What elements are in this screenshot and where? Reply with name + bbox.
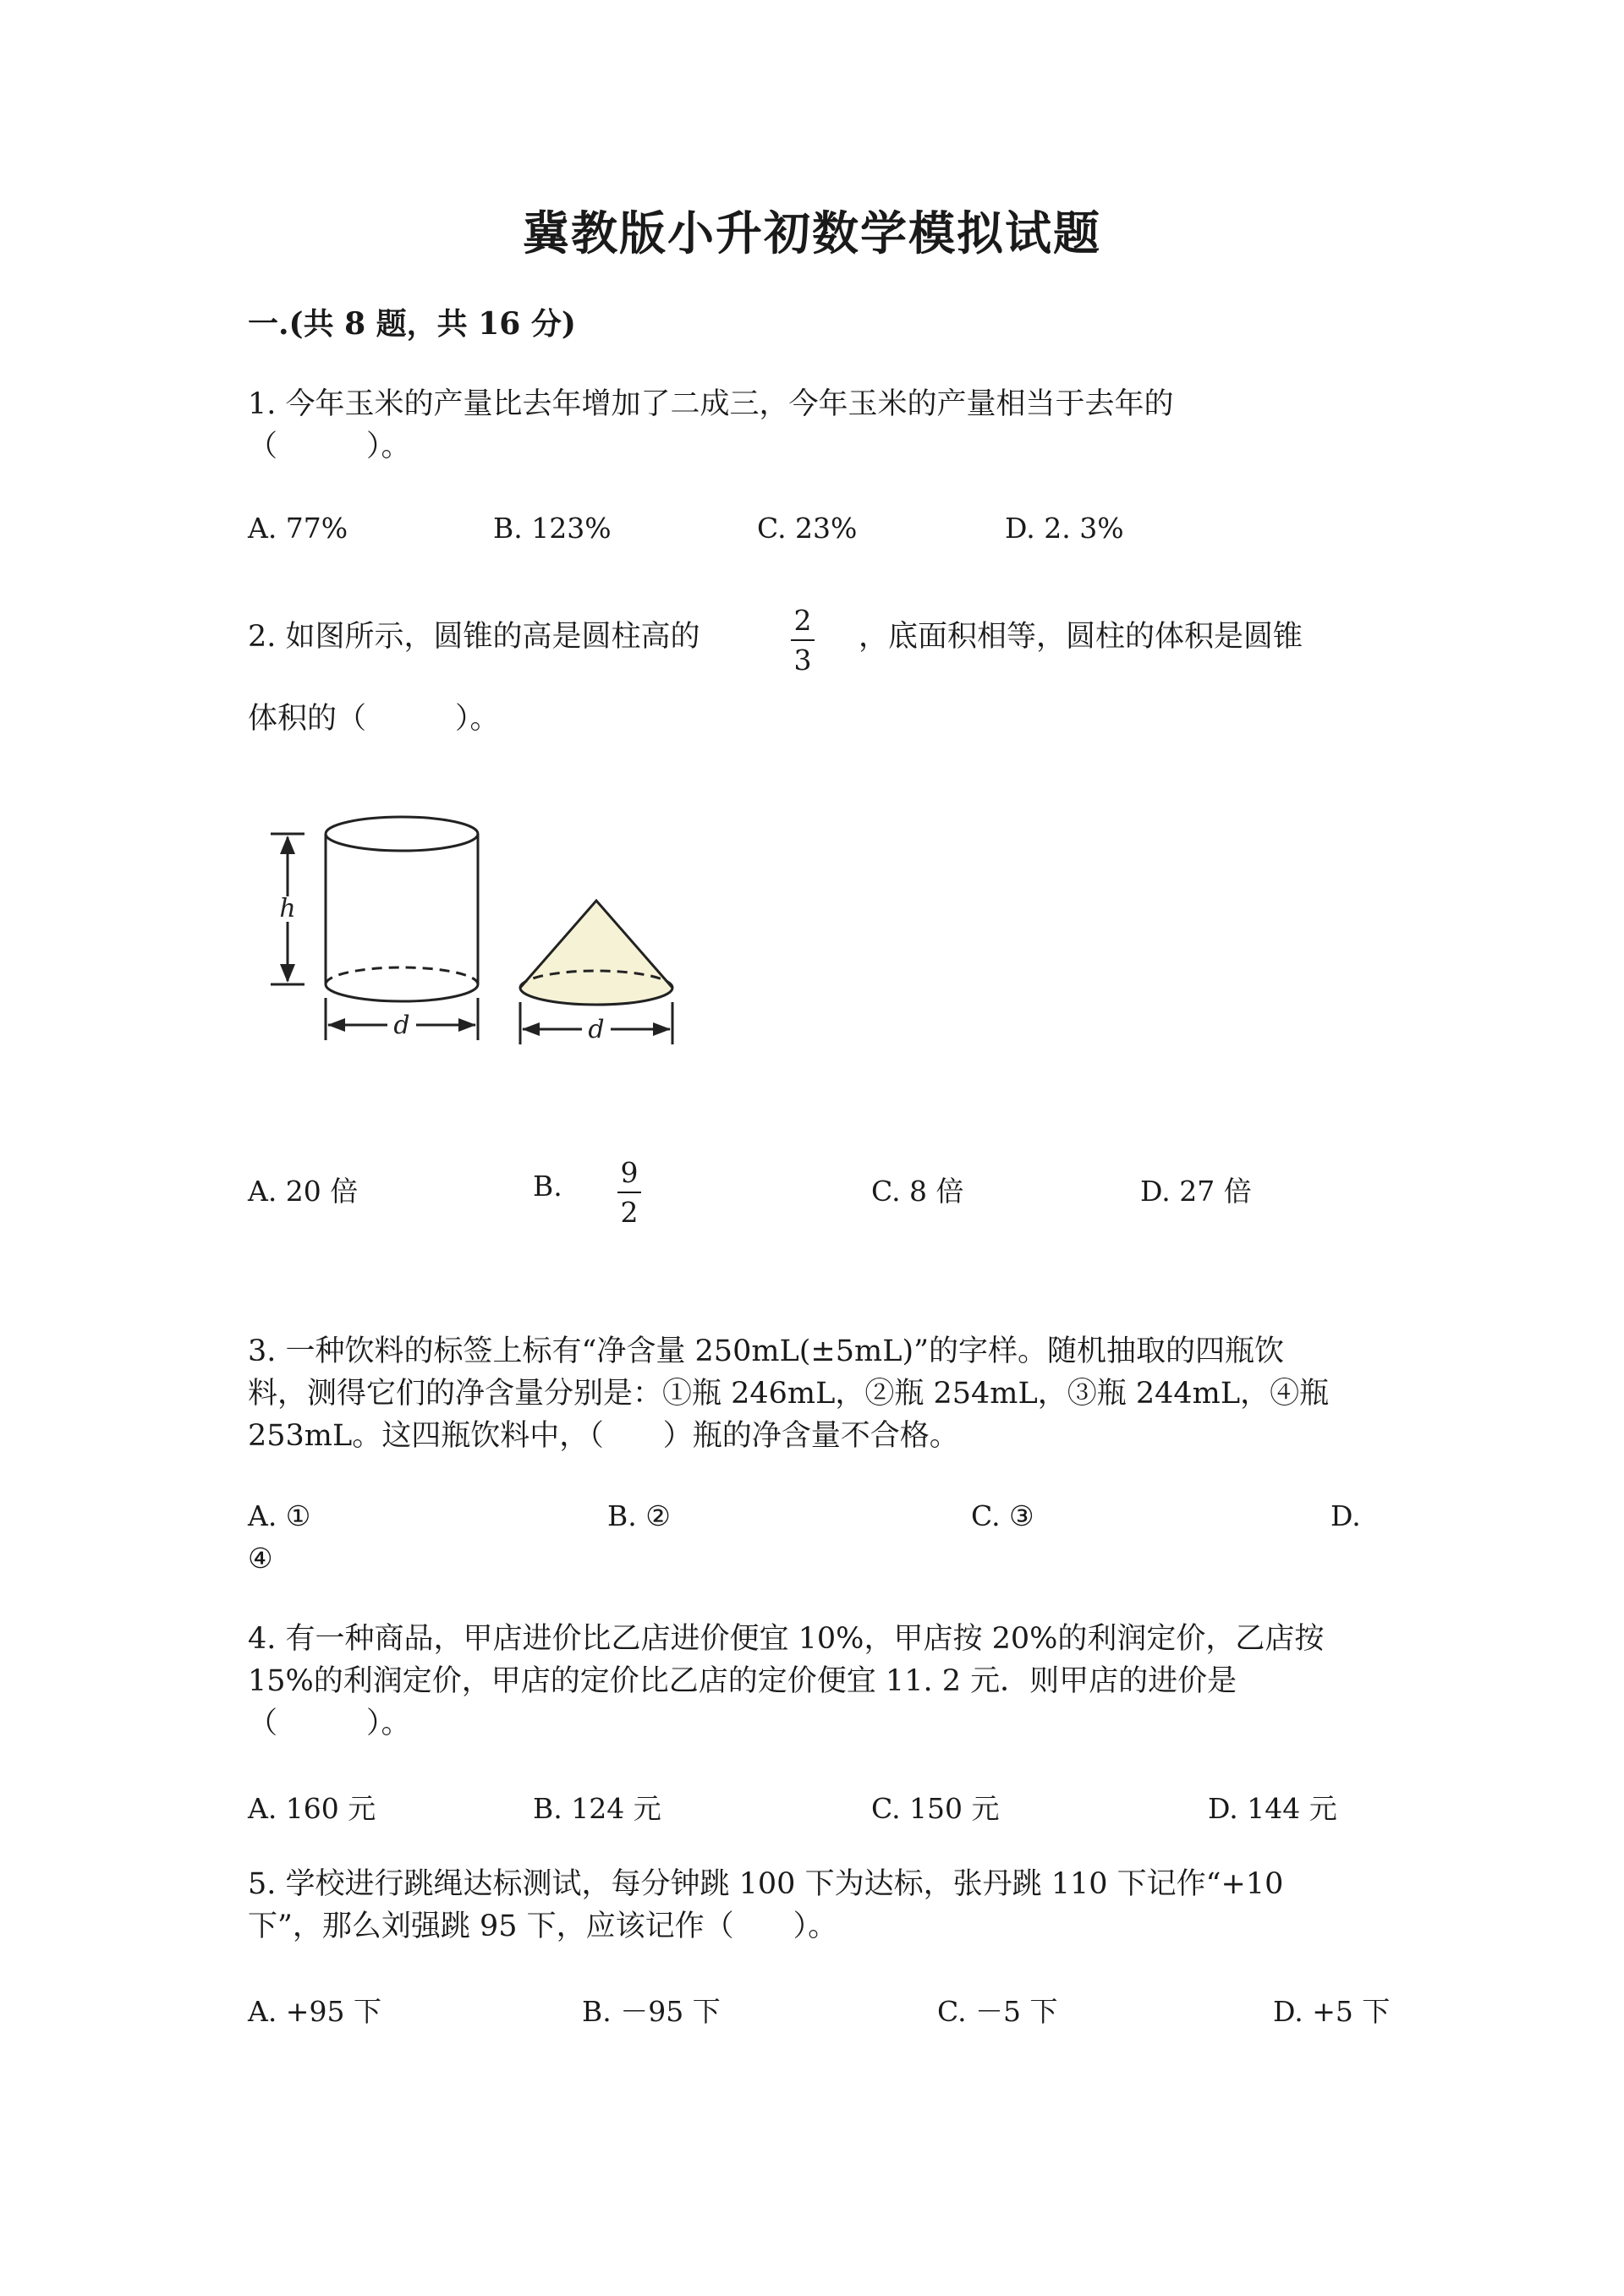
question-4-option-a[interactable]: A. 160 元	[248, 1792, 376, 1825]
question-3-option-b[interactable]: B. ②	[607, 1499, 671, 1532]
question-5-option-c[interactable]: C. －5 下	[937, 1995, 1058, 2028]
cylinder-diameter-arrow	[326, 998, 478, 1040]
fraction-numerator: 9	[620, 1156, 639, 1189]
question-2-option-a[interactable]: A. 20 倍	[248, 1175, 359, 1208]
question-5-option-d[interactable]: D. +5 下	[1273, 1995, 1391, 2028]
question-1-option-d[interactable]: D. 2. 3%	[1005, 512, 1124, 545]
question-2-text-line-1a: 2. 如图所示，圆锥的高是圆柱高的	[248, 620, 700, 654]
question-3-text-line-1: 3. 一种饮料的标签上标有“净含量 250mL(±5mL)”的字样。随机抽取的四瓶饮	[248, 1334, 1285, 1368]
question-5-text-line-1: 5. 学校进行跳绳达标测试，每分钟跳 100 下为达标，张丹跳 110 下记作“+10	[248, 1867, 1284, 1901]
question-2-option-d[interactable]: D. 27 倍	[1140, 1175, 1252, 1208]
question-5-text-line-2: 下”，那么刘强跳 95 下，应该记作（ ）。	[248, 1910, 838, 1943]
question-1-option-a[interactable]: A. 77%	[248, 512, 348, 545]
question-4-text-line-2: 15%的利润定价，甲店的定价比乙店的定价便宜 11. 2 元．则甲店的进价是	[248, 1664, 1237, 1698]
height-label: h	[279, 894, 296, 923]
question-2-text-line-1b: ，底面积相等，圆柱的体积是圆锥	[859, 620, 1303, 654]
question-3-option-d[interactable]: D.	[1330, 1499, 1361, 1532]
question-2-option-c[interactable]: C. 8 倍	[871, 1175, 964, 1208]
question-1-option-b[interactable]: B. 123%	[493, 512, 612, 545]
question-1-text-line-2: （ ）。	[248, 430, 411, 463]
question-4-text-line-3: （ ）。	[248, 1707, 411, 1740]
question-4-text-line-1: 4. 有一种商品，甲店进价比乙店进价便宜 10%，甲店按 20%的利润定价，乙店按	[248, 1622, 1325, 1656]
question-4-option-d[interactable]: D. 144 元	[1208, 1792, 1337, 1825]
fraction-bar	[617, 1192, 641, 1193]
cone-shape	[520, 901, 672, 1005]
question-3-option-c[interactable]: C. ③	[971, 1499, 1034, 1532]
fraction-denominator: 2	[620, 1196, 639, 1229]
question-1-text-line-1: 1. 今年玉米的产量比去年增加了二成三，今年玉米的产量相当于去年的	[248, 387, 1174, 421]
question-2-option-b-fraction	[617, 1156, 641, 1229]
fraction-denominator: 3	[793, 644, 812, 677]
cylinder-cone-figure	[254, 803, 694, 1057]
question-3-text-line-3: 253mL。这四瓶饮料中，（ ）瓶的净含量不合格。	[248, 1419, 959, 1453]
question-4-option-c[interactable]: C. 150 元	[871, 1792, 1000, 1825]
question-3-option-d-wrap: ④	[248, 1542, 273, 1575]
fraction-bar	[791, 639, 815, 641]
question-2-text-line-2: 体积的（ ）。	[248, 702, 500, 736]
question-1-option-c[interactable]: C. 23%	[757, 512, 858, 545]
question-4-option-b[interactable]: B. 124 元	[533, 1792, 661, 1825]
question-2-fraction	[791, 604, 815, 677]
cone-diameter-arrow	[520, 1002, 672, 1044]
cylinder-shape	[326, 817, 478, 1001]
fraction-numerator: 2	[793, 604, 812, 637]
question-2-option-b[interactable]: B.	[533, 1170, 562, 1203]
cylinder-diameter-label: d	[393, 1011, 410, 1040]
height-dimension-arrow	[271, 834, 304, 984]
question-5-option-b[interactable]: B. －95 下	[582, 1995, 721, 2028]
page-title: 冀教版小升初数学模拟试题	[522, 205, 1101, 260]
section-heading: 一.(共 8 题，共 16 分)	[248, 306, 576, 342]
question-5-option-a[interactable]: A. +95 下	[248, 1995, 381, 2028]
question-3-option-a[interactable]: A. ①	[248, 1499, 311, 1532]
question-3-text-line-2: 料，测得它们的净含量分别是：①瓶 246mL，②瓶 254mL，③瓶 244mL，④瓶	[248, 1377, 1330, 1411]
cone-diameter-label: d	[588, 1015, 605, 1044]
